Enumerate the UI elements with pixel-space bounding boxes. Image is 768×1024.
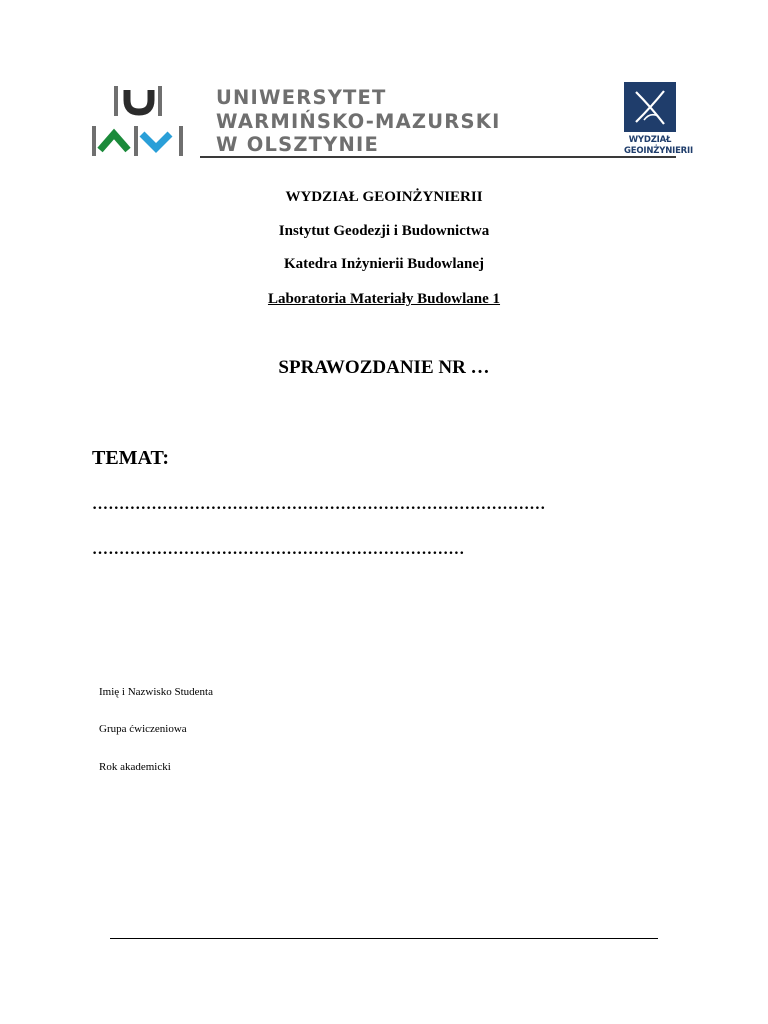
header-rule	[200, 156, 676, 158]
student-name-field: Imię i Nazwisko Studenta	[99, 686, 213, 698]
university-name-line-3: W OLSZTYNIE	[216, 133, 380, 156]
university-name	[216, 86, 501, 157]
footer-rule	[110, 938, 658, 939]
department-title: Katedra Inżynierii Budowlanej	[283, 256, 484, 272]
faculty-logo-line-2: GEOINŻYNIERII	[624, 146, 693, 156]
faculty-logo	[624, 82, 693, 160]
group-field: Grupa ćwiczeniowa	[99, 723, 187, 735]
laboratory-title: Laboratoria Materiały Budowlane 1	[267, 291, 501, 307]
university-logo-icon	[90, 84, 186, 156]
topic-line-2: ……………………………………………………………	[92, 541, 465, 558]
faculty-logo-line-1: WYDZIAŁ	[628, 135, 672, 145]
faculty-logo-icon	[624, 82, 676, 132]
academic-year-field: Rok akademicki	[99, 761, 171, 773]
university-name-line-2: WARMIŃSKO-MAZURSKI	[216, 109, 501, 133]
university-name-line-1: UNIWERSYTET	[216, 86, 387, 109]
institute-title: Instytut Geodezji i Budownictwa	[278, 223, 490, 239]
report-title: SPRAWOZDANIE NR …	[278, 357, 490, 378]
faculty-title: WYDZIAŁ GEOINŻYNIERII	[285, 189, 483, 205]
topic-label: TEMAT:	[92, 447, 170, 469]
topic-line-1: …………………………………………………………………………	[92, 496, 546, 513]
laboratory-title-wrap	[0, 291, 768, 308]
